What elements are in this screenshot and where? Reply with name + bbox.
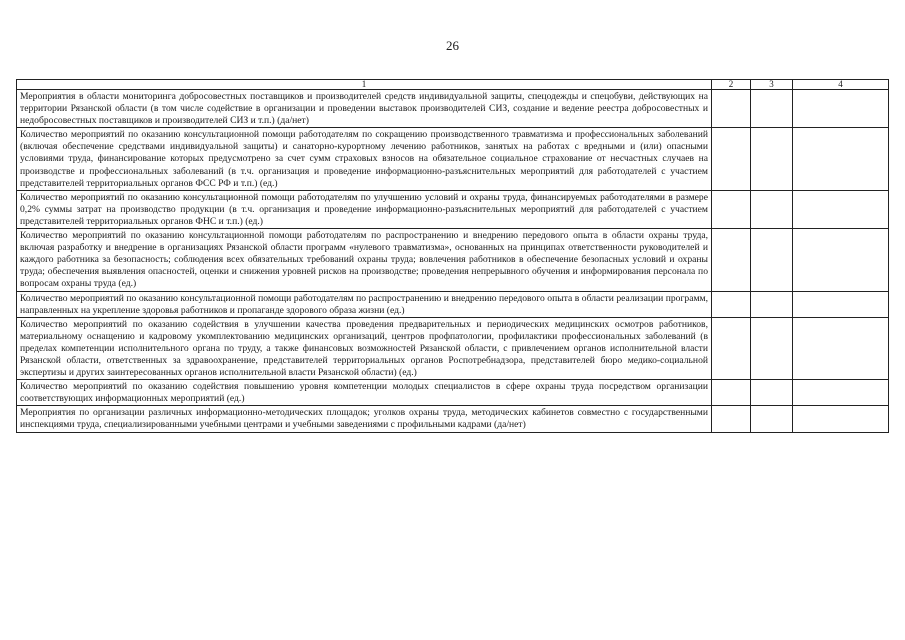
column-header-1: 1: [17, 80, 712, 90]
table-header-row: [17, 80, 889, 90]
table-row: [17, 380, 889, 406]
value-cell-col4: [793, 291, 889, 317]
indicator-description: Мероприятия по организации различных информационно-методических площадок; уголков охраны труда, методических кабинетов совместно с государственными инспекциями труда, специализированными учебными центрами и учебными заведениями с профильными кадрами (да/нет): [17, 406, 712, 432]
value-cell-col4: [793, 380, 889, 406]
value-cell-col2: [712, 229, 751, 291]
page-number: 26: [446, 38, 459, 53]
value-cell-col2: [712, 128, 751, 190]
value-cell-col2: [712, 90, 751, 128]
value-cell-col2: [712, 406, 751, 432]
value-cell-col2: [712, 291, 751, 317]
value-cell-col3: [751, 291, 793, 317]
value-cell-col3: [751, 128, 793, 190]
value-cell-col4: [793, 406, 889, 432]
indicator-description: Количество мероприятий по оказанию содействия в улучшении качества проведения предварительных и периодических медицинских осмотров работников, материальному оснащению и кадровому укомплектованию медицинских организаций, центров профпатологии, профилактики профессиональных заболеваний (в пределах компетенции исполнительного органа по труду, а также финансовых возможностей Рязанской области, с привлечением органов исполнительной власти Рязанской области, ответственных за здравоохранение, представителей территориальных органов Роспотребнадзора, представителей бюро медико-социальной экспертизы и других заинтересованных органов исполнительной власти Рязанской области) (ед.): [17, 317, 712, 379]
table-row: [17, 90, 889, 128]
value-cell-col3: [751, 90, 793, 128]
value-cell-col4: [793, 229, 889, 291]
value-cell-col4: [793, 90, 889, 128]
value-cell-col3: [751, 229, 793, 291]
indicator-description: Количество мероприятий по оказанию консультационной помощи работодателям по распространению и внедрению передового опыта в области охраны труда, включая разработку и внедрение в организациях Рязанской области программ «нулевого травматизма», основанных на принципах ответственности руководителей и каждого работника за безопасность; соблюдения всех обязательных требований охраны труда; вовлечения работников в обеспечение безопасных условий и охраны труда; обеспечения выявления опасностей, оценки и снижения уровней рисков на производстве; проведения непрерывного обучения и информирования персонала по вопросам охраны труда (ед.): [17, 229, 712, 291]
value-cell-col2: [712, 190, 751, 228]
table-row: [17, 128, 889, 190]
value-cell-col4: [793, 128, 889, 190]
value-cell-col3: [751, 317, 793, 379]
table-row: [17, 406, 889, 432]
column-header-2: 2: [712, 80, 751, 90]
indicators-table: [16, 79, 889, 433]
table-row: [17, 229, 889, 291]
table-row: [17, 190, 889, 228]
value-cell-col3: [751, 190, 793, 228]
table-row: [17, 317, 889, 379]
indicator-description: Количество мероприятий по оказанию консультационной помощи работодателям по распространению и внедрению передового опыта в области реализации программ, направленных на укрепление здоровья работников и пропаганде здорового образа жизни (ед.): [17, 291, 712, 317]
column-header-3: 3: [751, 80, 793, 90]
value-cell-col4: [793, 190, 889, 228]
indicator-description: Количество мероприятий по оказанию содействия повышению уровня компетенции молодых специалистов в сфере охраны труда посредством организации соответствующих информационных мероприятий (ед.): [17, 380, 712, 406]
indicator-description: Количество мероприятий по оказанию консультационной помощи работодателям по сокращению производственного травматизма и профессиональных заболеваний (включая обеспечение средствами индивидуальной защиты) и санаторно-курортному лечению работников, занятых на работах с вредными и (или) опасными условиями труда, финансирование которых предусмотрено за счет сумм страховых взносов на обязательное социальное страхование от несчастных случаев на производстве и профессиональных заболеваний (в т.ч. организация и проведение информационно-разъяснительных мероприятий для работодателей с участием представителей территориальных органов ФСС РФ и т.п.) (ед.): [17, 128, 712, 190]
indicator-description: Мероприятия в области мониторинга добросовестных поставщиков и производителей средств индивидуальной защиты, спецодежды и спецобуви, действующих на территории Рязанской области (в том числе содействие в организации и проведении выставок производителей СИЗ, создание и ведение реестра добросовестных и недобросовестных поставщиков и производителей СИЗ и т.п.) (да/нет): [17, 90, 712, 128]
value-cell-col3: [751, 406, 793, 432]
value-cell-col2: [712, 380, 751, 406]
column-header-4: 4: [793, 80, 889, 90]
table-row: [17, 291, 889, 317]
value-cell-col3: [751, 380, 793, 406]
indicator-description: Количество мероприятий по оказанию консультационной помощи работодателям по улучшению условий и охраны труда, финансируемых работодателями в размере 0,2% суммы затрат на производство продукции (в т.ч. организация и проведение информационно-разъяснительных мероприятий для работодателей с участием представителей территориальных органов ФНС и т.п.) (ед.): [17, 190, 712, 228]
value-cell-col2: [712, 317, 751, 379]
value-cell-col4: [793, 317, 889, 379]
